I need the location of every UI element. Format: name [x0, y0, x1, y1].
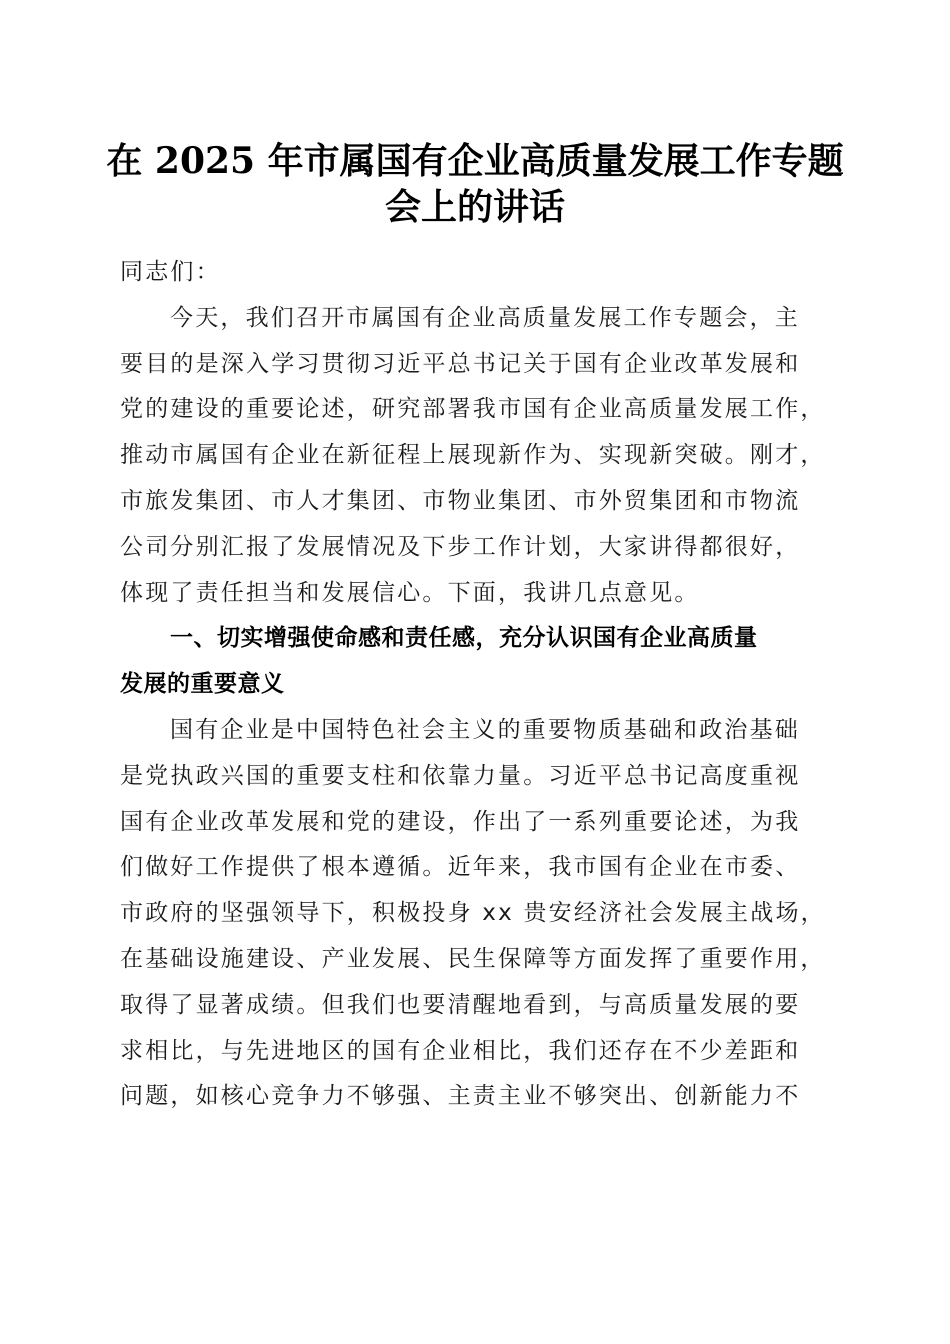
title-line: 在 2025 年市属国有企业高质量发展工作专题 [106, 140, 844, 182]
paragraph-line: 在基础设施建设、产业发展、民生保障等方面发挥了重要作用， [120, 945, 826, 972]
paragraph-line: 们做好工作提供了根本遵循。近年来，我市国有企业在市委、 [120, 854, 801, 881]
paragraph-line: 是党执政兴国的重要支柱和依靠力量。习近平总书记高度重视 [120, 762, 801, 789]
title-line: 会上的讲话 [384, 186, 565, 228]
paragraph-line: 要目的是深入学习贯彻习近平总书记关于国有企业改革发展和 [120, 350, 801, 377]
paragraph-section-1 [120, 708, 830, 1120]
paragraph-line: 市旅发集团、市人才集团、市物业集团、市外贸集团和市物流 [120, 487, 801, 514]
paragraph-line: 问题，如核心竞争力不够强、主责主业不够突出、创新能力不 [120, 1083, 801, 1110]
paragraph-line: 公司分别汇报了发展情况及下步工作计划，大家讲得都很好， [120, 533, 801, 560]
paragraph-line: 今天，我们召开市属国有企业高质量发展工作专题会，主 [170, 304, 800, 331]
paragraph-line: 国有企业改革发展和党的建设，作出了一系列重要论述，为我 [120, 808, 801, 835]
paragraph-intro [120, 296, 830, 617]
heading-line: 一、切实增强使命感和责任感，充分认识国有企业高质量 [170, 625, 758, 652]
document-title [100, 138, 850, 230]
heading-line: 发展的重要意义 [120, 671, 285, 698]
salutation: 同志们： [120, 259, 221, 285]
paragraph-line: 求相比，与先进地区的国有企业相比，我们还存在不少差距和 [120, 1037, 801, 1064]
paragraph-line: 国有企业是中国特色社会主义的重要物质基础和政治基础 [170, 716, 800, 743]
document-body [120, 250, 830, 1120]
section-heading-1 [120, 616, 830, 708]
paragraph-line: 市政府的坚强领导下，积极投身 xx 贵安经济社会发展主战场， [120, 900, 826, 927]
paragraph-line: 党的建设的重要论述，研究部署我市国有企业高质量发展工作， [120, 396, 826, 423]
paragraph-line: 体现了责任担当和发展信心。下面，我讲几点意见。 [120, 579, 700, 606]
paragraph-line: 推动市属国有企业在新征程上展现新作为、实现新突破。刚才， [120, 442, 826, 469]
paragraph-line: 取得了显著成绩。但我们也要清醒地看到，与高质量发展的要 [120, 991, 801, 1018]
